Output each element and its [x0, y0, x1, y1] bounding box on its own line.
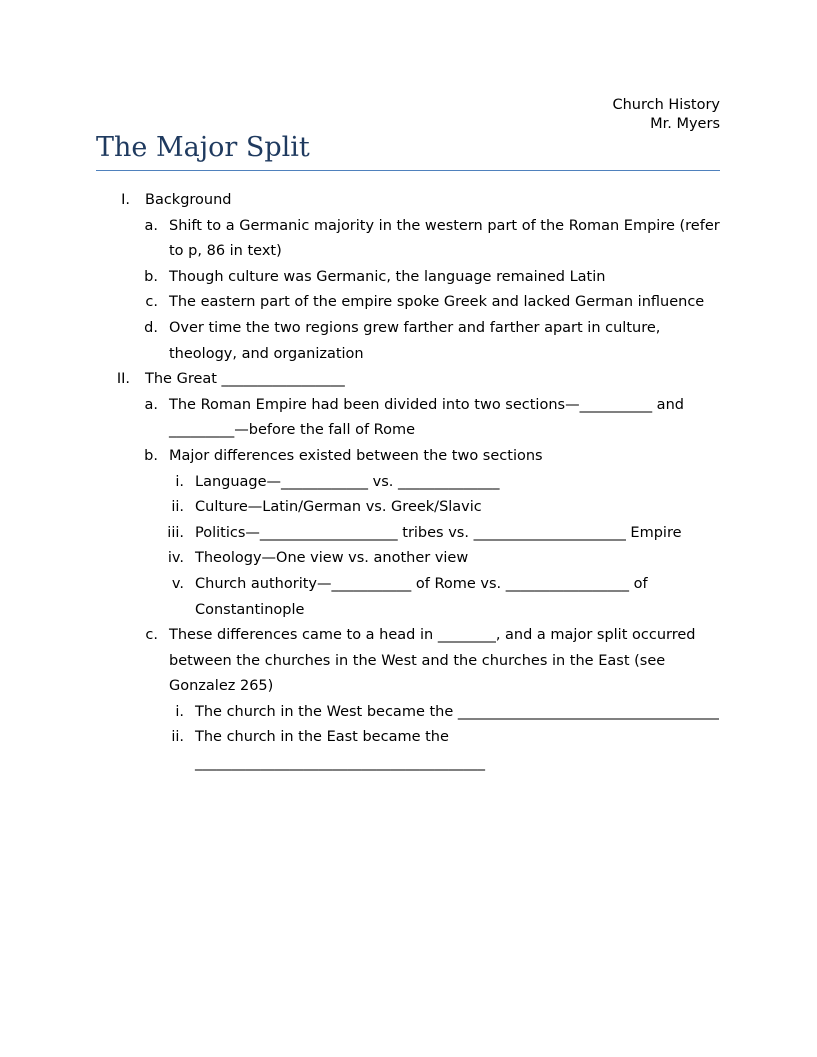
- outline-text: Background: [145, 192, 232, 208]
- outline-item: [96, 470, 736, 496]
- outline-marker: a.: [144, 217, 158, 234]
- outline-item: [96, 188, 736, 214]
- outline-marker: i.: [175, 703, 184, 720]
- outline-marker: v.: [171, 575, 184, 592]
- outline-item: [96, 572, 736, 623]
- outline-marker: a.: [144, 396, 158, 413]
- outline-item: [96, 444, 736, 470]
- outline-marker: d.: [144, 319, 158, 336]
- outline-text: The church in the West became the ____________________________________: [195, 703, 719, 720]
- outline-text: Major differences existed between the two sections: [169, 447, 543, 464]
- outline-marker: c.: [145, 294, 158, 311]
- outline-marker: b.: [144, 447, 158, 464]
- outline-text: The Roman Empire had been divided into two sections—__________ and _________—before the fall of Rome: [169, 396, 684, 439]
- outline-marker: I.: [121, 192, 130, 208]
- outline-item: [96, 623, 736, 700]
- outline-text: Church authority—___________ of Rome vs. _________________ of Constantinople: [195, 575, 648, 618]
- outline-item: [96, 546, 736, 572]
- outline-text: Politics—___________________ tribes vs. _____________________ Empire: [195, 524, 682, 541]
- outline-text: Though culture was Germanic, the language remained Latin: [169, 268, 606, 285]
- outline-text: Language—____________ vs. ______________: [195, 473, 500, 490]
- outline-text: The church in the East became the ________________________________________: [195, 729, 485, 772]
- outline-marker: iv.: [167, 550, 184, 567]
- outline-marker: i.: [175, 473, 184, 490]
- outline-item: [96, 495, 736, 521]
- outline-text: The Great _________________: [145, 371, 345, 388]
- outline-marker: b.: [144, 268, 158, 285]
- course-name: Church History: [612, 97, 720, 113]
- outline-item: [96, 521, 736, 547]
- outline-text: These differences came to a head in ________, and a major split occurred between the churches in the West and the churches in the East (see Gonzalez 265): [169, 627, 696, 695]
- outline-marker: ii.: [171, 499, 184, 516]
- outline-marker: c.: [145, 627, 158, 644]
- outline-item: [96, 725, 736, 776]
- outline-text: The eastern part of the empire spoke Greek and lacked German influence: [169, 294, 705, 311]
- outline-marker: iii.: [167, 524, 184, 541]
- outline-text: Shift to a Germanic majority in the western part of the Roman Empire (refer to p, 86 in text): [169, 217, 720, 260]
- outline-item: [96, 214, 736, 265]
- outline-text: Theology—One view vs. another view: [195, 550, 469, 567]
- outline-marker: ii.: [171, 729, 184, 746]
- outline-item: [96, 393, 736, 444]
- outline-text: Culture—Latin/German vs. Greek/Slavic: [195, 499, 482, 516]
- outline-item: [96, 367, 736, 393]
- document-header: [612, 96, 720, 134]
- outline-item: [96, 290, 736, 316]
- outline-text: Over time the two regions grew farther and farther apart in culture, theology, and organization: [169, 319, 661, 362]
- teacher-name: Mr. Myers: [650, 116, 720, 132]
- outline-item: [96, 316, 736, 367]
- outline-item: [96, 700, 736, 726]
- outline-marker: II.: [116, 371, 130, 388]
- document-title: The Major Split: [96, 130, 720, 171]
- outline-item: [96, 265, 736, 291]
- outline-list: [96, 188, 736, 777]
